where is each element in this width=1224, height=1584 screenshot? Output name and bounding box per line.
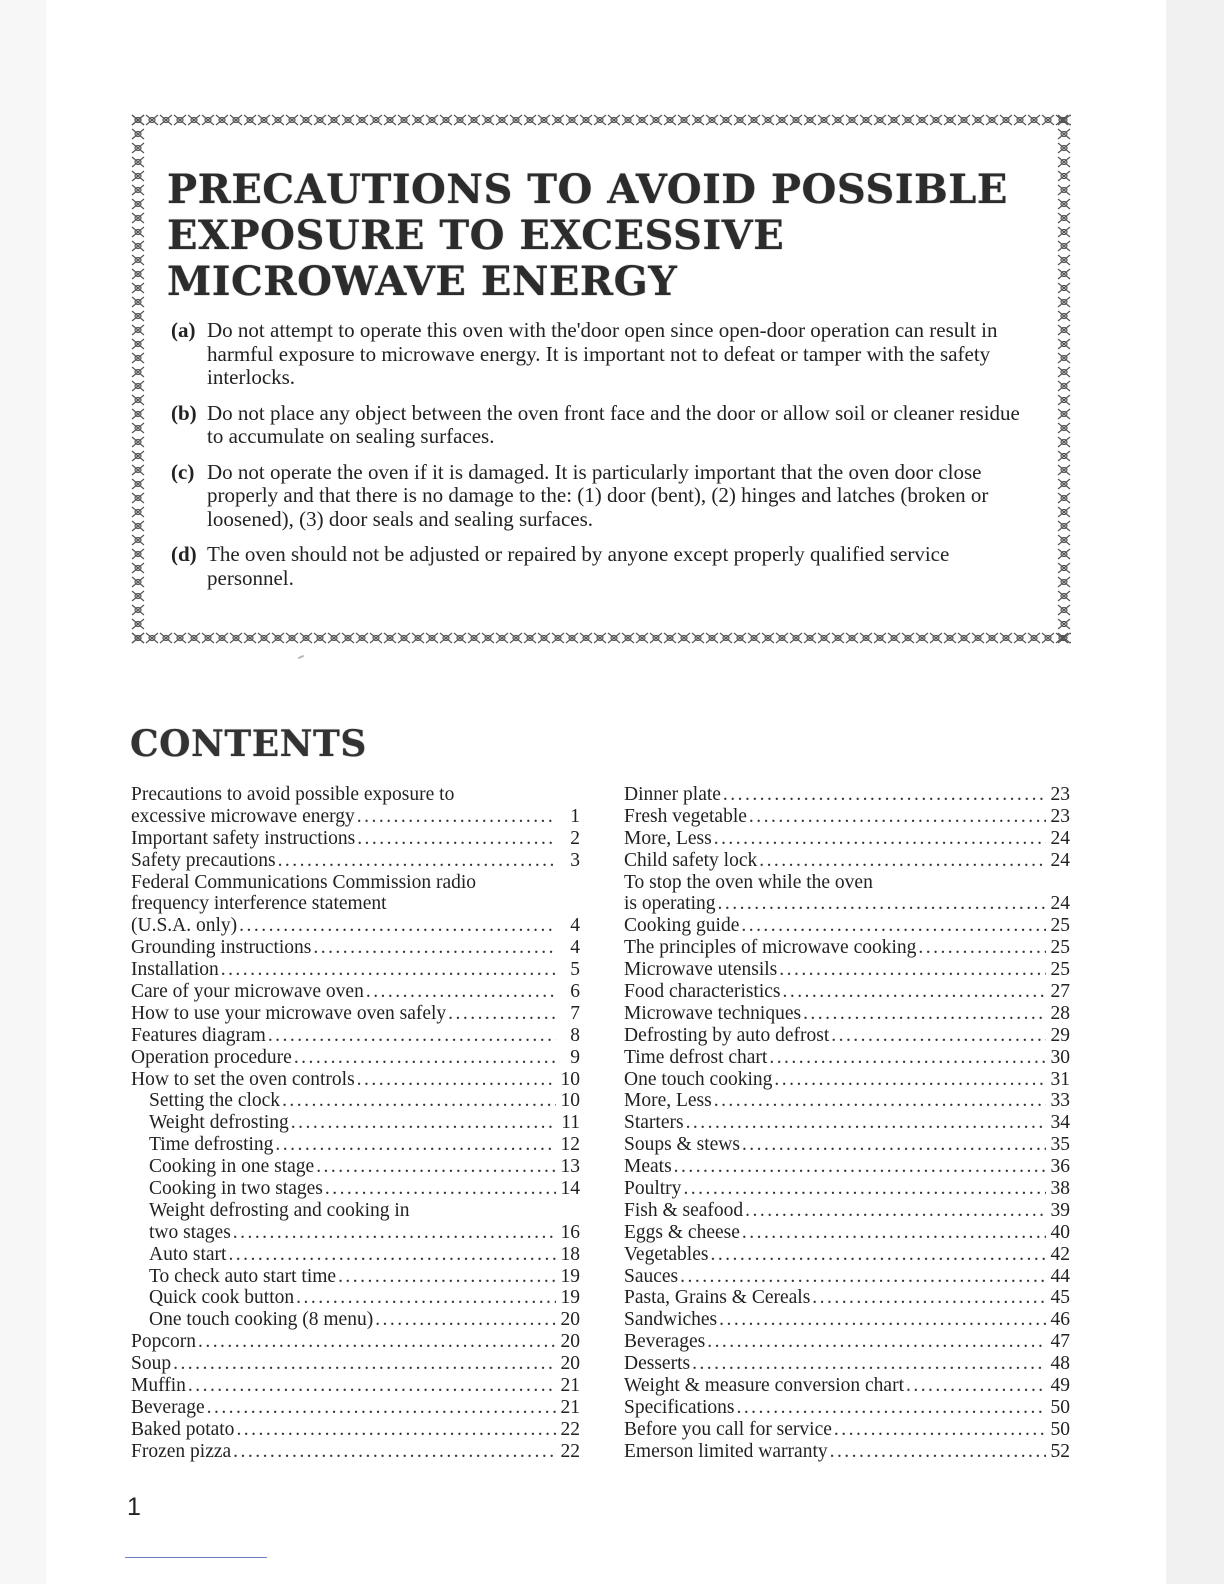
toc-entry-title: Care of your microwave oven — [131, 981, 364, 1003]
toc-entry-title: frequency interference statement — [131, 893, 387, 915]
precaution-item-c — [171, 461, 1031, 532]
toc-entry-title: Beverages — [624, 1331, 706, 1353]
toc-entry-title: Sandwiches — [624, 1309, 718, 1331]
toc-leader-dots — [774, 1069, 1046, 1091]
toc-entry-title: Meats — [624, 1156, 672, 1178]
toc-entry-title: Cooking in two stages — [149, 1178, 323, 1200]
toc-entry — [131, 784, 580, 806]
toc-leader-dots — [718, 893, 1046, 915]
toc-leader-dots — [291, 1112, 556, 1134]
toc-entry — [131, 1244, 580, 1266]
toc-leader-dots — [316, 1156, 556, 1178]
toc-leader-dots — [366, 981, 556, 1003]
toc-entry — [624, 850, 1070, 872]
toc-entry — [131, 850, 580, 872]
precaution-text: The oven should not be adjusted or repaired by anyone except properly qualified service personnel. — [207, 542, 950, 590]
toc-leader-dots — [233, 1441, 556, 1463]
precaution-marker: (b) — [171, 400, 197, 425]
toc-entry — [131, 1375, 580, 1397]
toc-entry — [131, 1025, 580, 1047]
toc-leader-dots — [710, 1244, 1046, 1266]
toc-entry-page: 9 — [570, 1046, 580, 1068]
toc-entry-title: Before you call for service — [624, 1418, 832, 1440]
toc-entry — [131, 1090, 580, 1112]
toc-entry — [624, 1069, 1070, 1091]
toc-entry-page: 20 — [560, 1353, 580, 1375]
toc-entry-title: Setting the clock — [149, 1090, 281, 1112]
toc-leader-dots — [803, 1003, 1046, 1025]
toc-entry-page: 21 — [560, 1375, 580, 1397]
toc-entry-page: 18 — [560, 1243, 580, 1265]
toc-entry-title: Beverage — [131, 1396, 205, 1418]
toc-entry-title: Eggs & cheese — [624, 1221, 740, 1243]
toc-leader-dots — [357, 1069, 556, 1091]
toc-entry-page: 6 — [570, 981, 580, 1003]
toc-entry — [624, 1287, 1070, 1309]
toc-entry — [624, 1156, 1070, 1178]
toc-entry-page: 13 — [560, 1156, 580, 1178]
toc-leader-dots — [736, 1397, 1046, 1419]
toc-entry-page: 27 — [1050, 981, 1070, 1003]
toc-entry-title: Microwave utensils — [624, 959, 778, 981]
toc-entry-title: Poultry — [624, 1178, 682, 1200]
toc-entry-page: 48 — [1050, 1353, 1070, 1375]
toc-entry — [624, 1419, 1070, 1441]
toc-entry — [131, 1003, 580, 1025]
toc-entry-title: Safety precautions — [131, 849, 276, 871]
toc-leader-dots — [173, 1353, 556, 1375]
toc-entry-page: 33 — [1050, 1090, 1070, 1112]
scan-edge-left — [0, 0, 46, 1584]
toc-entry-page: 36 — [1050, 1156, 1070, 1178]
toc-entry-title: Fish & seafood — [624, 1199, 744, 1221]
toc-leader-dots — [759, 850, 1046, 872]
toc-entry-page: 24 — [1050, 893, 1070, 915]
toc-leader-dots — [742, 1134, 1046, 1156]
toc-entry — [624, 1134, 1070, 1156]
toc-entry — [624, 828, 1070, 850]
toc-entry-page: 42 — [1050, 1243, 1070, 1265]
toc-entry-page: 19 — [560, 1287, 580, 1309]
toc-entry — [624, 915, 1070, 937]
toc-entry-page: 4 — [570, 915, 580, 937]
toc-leader-dots — [207, 1397, 556, 1419]
toc-entry-title: Important safety instructions — [131, 827, 356, 849]
toc-leader-dots — [188, 1375, 556, 1397]
toc-leader-dots — [783, 981, 1047, 1003]
toc-leader-dots — [749, 806, 1046, 828]
toc-leader-dots — [830, 1441, 1046, 1463]
ornamental-border-left — [131, 113, 145, 645]
toc-entry-page: 2 — [570, 827, 580, 849]
toc-entry-page: 10 — [560, 1090, 580, 1112]
toc-entry — [624, 981, 1070, 1003]
toc-leader-dots — [357, 806, 556, 828]
precaution-marker: (c) — [171, 459, 195, 484]
toc-entry — [624, 1003, 1070, 1025]
toc-leader-dots — [714, 1090, 1046, 1112]
toc-leader-dots — [448, 1003, 556, 1025]
page-number: 1 — [127, 1493, 141, 1521]
toc-leader-dots — [282, 1090, 556, 1112]
toc-entry — [624, 1397, 1070, 1419]
toc-entry-page: 4 — [570, 937, 580, 959]
toc-entry — [624, 1025, 1070, 1047]
toc-leader-dots — [707, 1331, 1046, 1353]
toc-entry-title: Cooking in one stage — [149, 1156, 315, 1178]
toc-entry — [131, 806, 580, 828]
toc-entry — [624, 1375, 1070, 1397]
toc-entry-title: excessive microwave energy — [131, 805, 355, 827]
toc-entry-page: 49 — [1050, 1375, 1070, 1397]
precautions-box — [131, 113, 1071, 645]
toc-entry-title: Weight & measure conversion chart — [624, 1375, 904, 1397]
toc-leader-dots — [719, 1309, 1046, 1331]
toc-leader-dots — [228, 1244, 556, 1266]
toc-entry — [131, 1419, 580, 1441]
toc-entry — [624, 1353, 1070, 1375]
ornament-pattern — [1057, 113, 1071, 645]
toc-leader-dots — [742, 1222, 1046, 1244]
toc-leader-dots — [296, 1287, 556, 1309]
precaution-text: Do not place any object between the oven front face and the door or allow soil or cleaner residue to accumulate on sealing surfaces. — [207, 400, 1020, 448]
ornamental-border-right — [1057, 113, 1071, 645]
toc-entry-title: Desserts — [624, 1353, 691, 1375]
toc-entry — [131, 1266, 580, 1288]
toc-entry-title: Sauces — [624, 1265, 679, 1287]
toc-entry-title: Soups & stews — [624, 1134, 740, 1156]
precautions-list — [171, 319, 1031, 602]
toc-entry — [624, 893, 1070, 915]
toc-entry-title: Food characteristics — [624, 981, 781, 1003]
toc-entry — [131, 1200, 580, 1222]
toc-entry — [624, 784, 1070, 806]
toc-entry-title: Emerson limited warranty — [624, 1440, 828, 1462]
toc-entry — [624, 1090, 1070, 1112]
toc-entry — [131, 915, 580, 937]
toc-leader-dots — [357, 828, 556, 850]
toc-entry-title: More, Less — [624, 827, 712, 849]
toc-entry — [131, 1134, 580, 1156]
toc-entry-title: Frozen pizza — [131, 1440, 232, 1462]
toc-entry — [131, 1353, 580, 1375]
toc-left-column — [131, 784, 580, 1463]
toc-entry-page: 24 — [1050, 849, 1070, 871]
toc-leader-dots — [325, 1178, 556, 1200]
toc-entry — [131, 893, 580, 915]
toc-entry — [131, 1441, 580, 1463]
toc-entry-title: One touch cooking (8 menu) — [149, 1309, 374, 1331]
toc-entry-page: 12 — [560, 1134, 580, 1156]
toc-entry-page: 19 — [560, 1265, 580, 1287]
toc-entry-page: 23 — [1050, 784, 1070, 805]
toc-entry-title: Defrosting by auto defrost — [624, 1024, 830, 1046]
toc-leader-dots — [239, 915, 556, 937]
precaution-item-d — [171, 543, 1031, 590]
toc-entry-page: 20 — [560, 1331, 580, 1353]
toc-entry-page: 29 — [1050, 1024, 1070, 1046]
toc-leader-dots — [723, 784, 1046, 806]
toc-leader-dots — [686, 1112, 1046, 1134]
toc-right-column — [624, 784, 1070, 1463]
precaution-item-b — [171, 402, 1031, 449]
toc-leader-dots — [741, 915, 1046, 937]
toc-entry-page: 45 — [1050, 1287, 1070, 1309]
toc-entry-title: Dinner plate — [624, 784, 721, 805]
toc-entry-title: Specifications — [624, 1396, 735, 1418]
ornament-pattern — [131, 631, 1071, 645]
toc-entry — [624, 1244, 1070, 1266]
toc-entry-page: 7 — [570, 1002, 580, 1024]
toc-entry-title: Muffin — [131, 1375, 186, 1397]
precaution-text: Do not operate the oven if it is damaged. It is particularly important that the oven door close properly and that there is no damage to the: (1) door (bent), (2) hinges and latches (broken or loosened), (3) door seals and sealing surfaces. — [207, 459, 989, 531]
toc-entry — [624, 872, 1070, 894]
toc-leader-dots — [683, 1178, 1046, 1200]
toc-leader-dots — [275, 1134, 556, 1156]
toc-entry-title: Cooking guide — [624, 915, 740, 937]
toc-entry-title: Pasta, Grains & Cereals — [624, 1287, 811, 1309]
toc-entry-page: 50 — [1050, 1396, 1070, 1418]
toc-entry — [131, 1047, 580, 1069]
toc-entry-title: Fresh vegetable — [624, 805, 747, 827]
toc-entry-title: (U.S.A. only) — [131, 915, 238, 937]
toc-entry — [131, 1069, 580, 1091]
toc-entry — [624, 959, 1070, 981]
ornamental-border-top — [131, 113, 1071, 127]
toc-entry-page: 52 — [1050, 1440, 1070, 1462]
toc-entry-page: 31 — [1050, 1068, 1070, 1090]
toc-entry-title: To stop the oven while the oven — [624, 871, 873, 893]
toc-leader-dots — [375, 1309, 556, 1331]
toc-entry — [624, 1200, 1070, 1222]
ornamental-border-bottom — [131, 631, 1071, 645]
toc-leader-dots — [769, 1047, 1046, 1069]
toc-entry-page: 30 — [1050, 1046, 1070, 1068]
toc-entry-page: 16 — [560, 1221, 580, 1243]
toc-entry-page: 22 — [560, 1440, 580, 1462]
toc-entry-title: is operating — [624, 893, 716, 915]
toc-entry — [131, 1397, 580, 1419]
toc-leader-dots — [338, 1266, 556, 1288]
toc-entry-title: To check auto start time — [149, 1265, 337, 1287]
toc-entry-page: 25 — [1050, 915, 1070, 937]
toc-leader-dots — [236, 1419, 556, 1441]
toc-entry-page: 44 — [1050, 1265, 1070, 1287]
toc-entry-title: Quick cook button — [149, 1287, 295, 1309]
toc-entry-page: 34 — [1050, 1112, 1070, 1134]
toc-entry-page: 38 — [1050, 1178, 1070, 1200]
toc-entry-page: 10 — [560, 1068, 580, 1090]
toc-entry-title: Auto start — [149, 1243, 227, 1265]
toc-entry-title: Features diagram — [131, 1024, 266, 1046]
toc-entry-page: 20 — [560, 1309, 580, 1331]
precaution-text: Do not attempt to operate this oven with the'door open since open-door operation can result in harmful exposure to microwave energy. It is important not to defeat or tamper with the safety interlocks. — [207, 318, 998, 389]
toc-entry — [131, 1287, 580, 1309]
toc-entry-title: One touch cooking — [624, 1068, 773, 1090]
toc-entry-title: Installation — [131, 959, 219, 981]
toc-entry — [131, 981, 580, 1003]
precaution-item-a — [171, 319, 1031, 390]
toc-entry-title: Starters — [624, 1112, 684, 1134]
toc-entry-title: Popcorn — [131, 1331, 196, 1353]
toc-entry-page: 25 — [1050, 959, 1070, 981]
toc-entry-page: 23 — [1050, 805, 1070, 827]
precaution-marker: (d) — [171, 542, 197, 566]
ornament-pattern — [131, 113, 145, 645]
toc-leader-dots — [745, 1200, 1046, 1222]
toc-entry — [624, 1112, 1070, 1134]
toc-entry — [624, 806, 1070, 828]
toc-entry-title: Time defrosting — [149, 1134, 274, 1156]
toc-entry-title: Grounding instructions — [131, 937, 312, 959]
toc-entry-page: 11 — [561, 1112, 580, 1134]
toc-entry-page: 39 — [1050, 1199, 1070, 1221]
toc-leader-dots — [918, 937, 1046, 959]
toc-entry-page: 8 — [570, 1024, 580, 1046]
toc-entry-page: 14 — [560, 1178, 580, 1200]
toc-entry-title: Precautions to avoid possible exposure to — [131, 784, 455, 805]
toc-leader-dots — [692, 1353, 1046, 1375]
toc-leader-dots — [198, 1331, 556, 1353]
toc-entry-title: two stages — [149, 1221, 231, 1243]
toc-entry — [131, 1112, 580, 1134]
toc-entry-page: 35 — [1050, 1134, 1070, 1156]
toc-entry — [624, 1266, 1070, 1288]
toc-entry-title: More, Less — [624, 1090, 712, 1112]
toc-entry-title: Baked potato — [131, 1418, 235, 1440]
toc-leader-dots — [294, 1047, 556, 1069]
toc-entry — [624, 1441, 1070, 1463]
toc-entry-title: How to use your microwave oven safely — [131, 1002, 447, 1024]
toc-entry-page: 5 — [570, 959, 580, 981]
toc-leader-dots — [714, 828, 1046, 850]
toc-leader-dots — [278, 850, 556, 872]
toc-leader-dots — [674, 1156, 1046, 1178]
toc-entry-title: Weight defrosting and cooking in — [149, 1199, 410, 1221]
toc-entry — [131, 1331, 580, 1353]
toc-entry — [624, 1331, 1070, 1353]
toc-entry — [131, 1222, 580, 1244]
toc-entry-title: Child safety lock — [624, 849, 758, 871]
toc-entry-title: How to set the oven controls — [131, 1068, 355, 1090]
toc-leader-dots — [812, 1287, 1046, 1309]
scan-edge-right — [1166, 0, 1224, 1584]
toc-entry — [131, 1178, 580, 1200]
footnote-rule — [125, 1557, 267, 1558]
toc-entry-page: 1 — [570, 805, 580, 827]
precautions-heading: PRECAUTIONS TO AVOID POSSIBLE EXPOSURE TO EXCESSIVE MICROWAVE ENERGY — [167, 166, 1008, 305]
toc-entry-title: Vegetables — [624, 1243, 709, 1265]
toc-entry — [131, 959, 580, 981]
toc-leader-dots — [233, 1222, 556, 1244]
toc-entry-title: The principles of microwave cooking — [624, 937, 917, 959]
toc-leader-dots — [313, 937, 556, 959]
toc-entry-title: Soup — [131, 1353, 172, 1375]
toc-entry-title: Operation procedure — [131, 1046, 292, 1068]
toc-leader-dots — [221, 959, 556, 981]
toc-entry — [131, 937, 580, 959]
toc-leader-dots — [834, 1419, 1046, 1441]
toc-entry — [624, 937, 1070, 959]
toc-entry-title: Federal Communications Commission radio — [131, 871, 477, 893]
toc-entry-page: 50 — [1050, 1418, 1070, 1440]
toc-leader-dots — [268, 1025, 556, 1047]
toc-entry-page: 24 — [1050, 827, 1070, 849]
toc-entry — [131, 828, 580, 850]
toc-entry-page: 47 — [1050, 1331, 1070, 1353]
toc-leader-dots — [831, 1025, 1046, 1047]
toc-entry — [624, 1178, 1070, 1200]
toc-entry — [131, 1309, 580, 1331]
toc-entry-title: Time defrost chart — [624, 1046, 768, 1068]
ornament-pattern — [131, 113, 1071, 127]
toc-entry — [131, 872, 580, 894]
precaution-marker: (a) — [171, 318, 196, 342]
toc-leader-dots — [779, 959, 1046, 981]
toc-entry-page: 22 — [560, 1418, 580, 1440]
toc-entry — [624, 1309, 1070, 1331]
toc-entry-page: 3 — [570, 849, 580, 871]
toc-entry-page: 25 — [1050, 937, 1070, 959]
toc-leader-dots — [680, 1266, 1046, 1288]
contents-heading: CONTENTS — [130, 723, 367, 765]
toc-entry-page: 40 — [1050, 1221, 1070, 1243]
toc-entry-title: Microwave techniques — [624, 1002, 802, 1024]
toc-entry-title: Weight defrosting — [149, 1112, 289, 1134]
toc-entry-page: 46 — [1050, 1309, 1070, 1331]
toc-entry — [624, 1222, 1070, 1244]
toc-entry — [131, 1156, 580, 1178]
toc-entry — [624, 1047, 1070, 1069]
toc-leader-dots — [906, 1375, 1046, 1397]
toc-entry-page: 28 — [1050, 1002, 1070, 1024]
toc-entry-page: 21 — [560, 1396, 580, 1418]
